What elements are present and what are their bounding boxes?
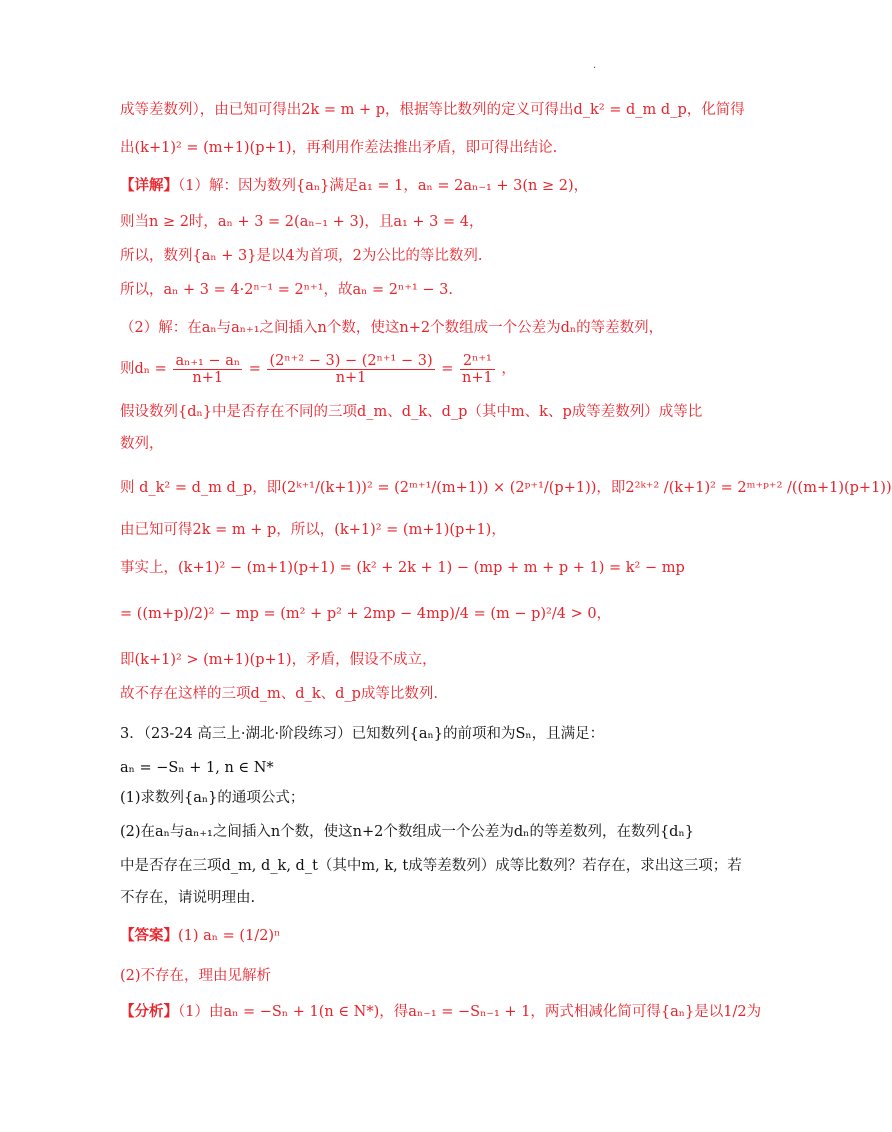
- line-11-mid: ，即: [596, 480, 626, 496]
- line-19: (1)求数列{aₙ}的通项公式；: [120, 790, 305, 806]
- fraction-1-den: n+1: [192, 369, 224, 386]
- line-14: = ((m+p)/2)² − mp = (m² + p² + 2mp − 4mp)/4 = (m − p)²/4 > 0，: [120, 606, 612, 622]
- fraction-1-num: aₙ₊₁ − aₙ: [175, 352, 241, 369]
- answer-tag: 【答案】: [120, 927, 178, 944]
- line-24: (2)不存在，理由见解析: [120, 968, 272, 984]
- line-23: [120, 926, 700, 946]
- line-22: 不存在，请说明理由.: [120, 890, 256, 906]
- fraction-3-num: 2ⁿ⁺¹: [460, 353, 495, 370]
- line-3-text: （1）解：因为数列{aₙ}满足a₁ = 1，aₙ = 2aₙ₋₁ + 3(n ≥ 2)，: [178, 178, 589, 194]
- line-17: 3．（23-24 高三上·湖北·阶段练习）已知数列{aₙ}的前项和为Sₙ，且满足：: [120, 726, 605, 742]
- line-13: 事实上，(k+1)² − (m+1)(p+1) = (k² + 2k + 1) − (mp + m + p + 1) = k² − mp: [120, 560, 685, 576]
- fraction-2-num: (2ⁿ⁺² − 3) − (2ⁿ⁺¹ − 3): [269, 352, 433, 369]
- line-11-eq-b: 2²ᵏ⁺² /(k+1)² = 2ᵐ⁺ᵖ⁺² /((m+1)(p+1)): [625, 480, 892, 496]
- line-1: 成等差数列），由已知可得出2k = m + p，根据等比数列的定义可得出d_k² = d_m d_p，化简得: [120, 102, 745, 118]
- line-8: [120, 352, 700, 386]
- fraction-1: [173, 353, 242, 386]
- fraction-2: [267, 353, 434, 386]
- line-9: 假设数列{dₙ}中是否存在不同的三项d_m、d_k、d_p（其中m、k、p成等差数列）成等比: [120, 404, 703, 420]
- analysis-tag: 【分析】: [120, 1003, 178, 1020]
- line-11-prefix: 则 d_k² = d_m d_p，即: [120, 480, 282, 496]
- line-7: （2）解：在aₙ与aₙ₊₁之间插入n个数，使这n+2个数组成一个公差为dₙ的等差数列，: [120, 320, 664, 336]
- line-8-prefix: 则dₙ =: [120, 361, 167, 377]
- line-25-text: （1）由aₙ = −Sₙ + 1(n ∈ N*)，得aₙ₋₁ = −Sₙ₋₁ + 1，两式相减化简可得{aₙ}是以1/2为: [178, 1004, 762, 1020]
- line-2: 出(k+1)² = (m+1)(p+1)，再利用作差法推出矛盾，即可得出结论.: [120, 140, 558, 156]
- line-21: 中是否存在三项d_m, d_k, d_t（其中m, k, t成等差数列）成等比数列？若存在，求出这三项；若: [120, 858, 742, 874]
- fraction-3: [460, 353, 495, 386]
- line-25: [120, 1002, 762, 1022]
- line-6: 所以，aₙ + 3 = 4·2ⁿ⁻¹ = 2ⁿ⁺¹，故aₙ = 2ⁿ⁺¹ − 3.: [120, 282, 453, 298]
- line-18: aₙ = −Sₙ + 1, n ∈ N*: [120, 760, 274, 776]
- equals-2: =: [441, 361, 454, 377]
- fraction-3-den: n+1: [461, 369, 493, 386]
- line-11: [120, 478, 892, 498]
- line-16: 故不存在这样的三项d_m、d_k、d_p成等比数列.: [120, 686, 439, 702]
- line-5: 所以，数列{aₙ + 3}是以4为首项，2为公比的等比数列.: [120, 248, 483, 264]
- line-15: 即(k+1)² > (m+1)(p+1)，矛盾，假设不成立，: [120, 652, 437, 668]
- line-23-text: (1) aₙ = (1/2)ⁿ: [178, 928, 281, 944]
- line-10: 数列，: [120, 436, 164, 452]
- line-3: [120, 176, 700, 196]
- line-4: 则当n ≥ 2时，aₙ + 3 = 2(aₙ₋₁ + 3)，且a₁ + 3 = 4，: [120, 214, 484, 230]
- corner-dot: ·: [593, 63, 597, 74]
- fraction-2-den: n+1: [335, 369, 367, 386]
- equals-1: =: [248, 361, 261, 377]
- line-11-eq-a: (2ᵏ⁺¹/(k+1))² = (2ᵐ⁺¹/(m+1)) × (2ᵖ⁺¹/(p+1)): [281, 480, 597, 496]
- line-20: (2)在aₙ与aₙ₊₁之间插入n个数，使这n+2个数组成一个公差为dₙ的等差数列，在数列{dₙ}: [120, 824, 694, 840]
- line-12: 由已知可得2k = m + p，所以，(k+1)² = (m+1)(p+1)，: [120, 522, 506, 538]
- detail-tag: 【详解】: [120, 177, 178, 194]
- comma: ，: [501, 361, 516, 377]
